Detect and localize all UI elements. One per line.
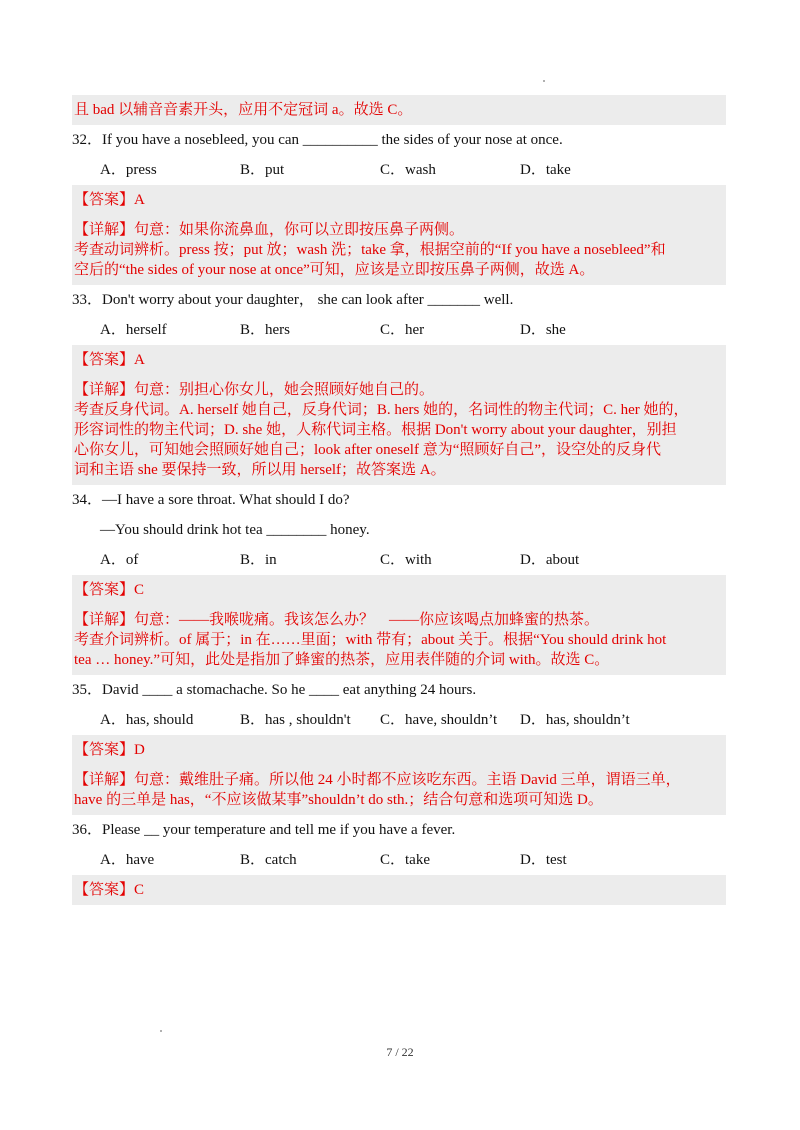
question-34 [72, 485, 726, 675]
explanation-line: 【详解】句意：戴维肚子痛。所以他 24 小时都不应该吃东西。主语 David 三单，谓语三单， [74, 772, 681, 788]
options-row [72, 155, 726, 185]
explanation-line: 【详解】句意：——我喉咙痛。我该怎么办？ ——你应该喝点加蜂蜜的热茶。 [74, 612, 600, 628]
options-row [72, 845, 726, 875]
question-35 [72, 675, 726, 815]
option-d: D．take [520, 162, 571, 178]
explanation-line: 考查介词辨析。of 属于；in 在……里面；with 带有；about 关于。根据“You should drink hot [74, 632, 667, 648]
answer-label: 【答案】A [72, 185, 726, 215]
explanation-block [72, 605, 726, 675]
explanation-line: 形容词性的物主代词；D. she 她，人称代词主格。根据 Don't worry about your daughter，别担 [74, 422, 677, 438]
options-row [72, 705, 726, 735]
question-stem: 33．Don't worry about your daughter， she can look after _______ well. [72, 292, 514, 308]
option-b: B．catch [240, 852, 297, 868]
page-number: 7 / 22 [386, 1045, 414, 1059]
option-a: A．press [100, 162, 157, 178]
option-d: D．she [520, 322, 566, 338]
option-a: A．of [100, 552, 139, 568]
options-row [72, 315, 726, 345]
explanation-block [72, 375, 726, 485]
answer-label: 【答案】C [72, 575, 726, 605]
option-b: B．has , shouldn't [240, 712, 351, 728]
explanation-line: have 的三单是 has，“不应该做某事”shouldn’t do sth.；结合句意和选项可知选 D。 [74, 792, 603, 808]
option-c: C．take [380, 852, 430, 868]
explanation-block [72, 215, 726, 285]
answer-label: 【答案】A [72, 345, 726, 375]
explanation-line: 空后的“the sides of your nose at once”可知，应该是立即按压鼻子两侧，故选 A。 [74, 262, 595, 278]
explanation-line: tea … honey.”可知，此处是指加了蜂蜜的热茶，应用表伴随的介词 with。故选 C。 [74, 652, 610, 668]
explanation-line: 考查反身代词。A. herself 她自己，反身代词；B. hers 她的，名词性的物主代词；C. her 她的， [74, 402, 689, 418]
option-a: A．have [100, 852, 155, 868]
option-c: C．wash [380, 162, 436, 178]
option-b: B．hers [240, 322, 290, 338]
scan-mark-dot [543, 80, 545, 82]
question-stem: 32．If you have a nosebleed, you can __________ the sides of your nose at once. [72, 132, 563, 148]
scan-mark-dot [160, 1030, 162, 1032]
option-b: B．put [240, 162, 285, 178]
options-row [72, 545, 726, 575]
answer-label: 【答案】D [72, 735, 726, 765]
answer-label: 【答案】C [72, 875, 726, 905]
option-c: C．have, shouldn’t [380, 712, 498, 728]
explanation-line: 【详解】句意：如果你流鼻血，你可以立即按压鼻子两侧。 [74, 222, 465, 238]
question-32 [72, 125, 726, 285]
question-33 [72, 285, 726, 485]
option-d: D．test [520, 852, 567, 868]
question-stem-reply: —You should drink hot tea ________ honey. [100, 522, 370, 538]
question-stem: 34．—I have a sore throat. What should I do? [72, 492, 350, 508]
option-d: D．has, shouldn’t [520, 712, 630, 728]
option-c: C．her [380, 322, 425, 338]
explanation-block [72, 765, 726, 815]
document-page [72, 95, 726, 905]
explanation-line: 心你女儿，可知她会照顾好她自己；look after oneself 意为“照顾好自己”，设空处的反身代 [74, 442, 662, 458]
option-d: D．about [520, 552, 580, 568]
lead-explanation-line: 且 bad 以辅音音素开头，应用不定冠词 a。故选 C。 [72, 95, 726, 125]
option-a: A．has, should [100, 712, 194, 728]
explanation-line: 词和主语 she 要保持一致，所以用 herself；故答案选 A。 [74, 462, 446, 478]
explanation-line: 【详解】句意：别担心你女儿，她会照顾好她自己的。 [74, 382, 435, 398]
question-stem: 36．Please __ your temperature and tell me if you have a fever. [72, 822, 456, 838]
question-stem: 35．David ____ a stomachache. So he ____ eat anything 24 hours. [72, 682, 477, 698]
option-a: A．herself [100, 322, 167, 338]
question-36 [72, 815, 726, 905]
explanation-line: 考查动词辨析。press 按；put 放；wash 洗；take 拿，根据空前的“If you have a nosebleed”和 [74, 242, 666, 258]
option-b: B．in [240, 552, 277, 568]
option-c: C．with [380, 552, 432, 568]
